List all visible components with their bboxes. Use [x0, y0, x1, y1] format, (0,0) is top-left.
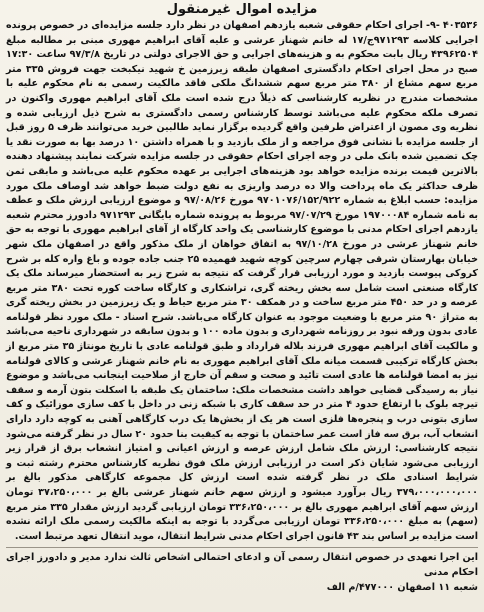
- divider: [6, 547, 478, 548]
- notice-body-continued: این اجرا تعهدی در خصوص انتقال رسمی آن و ادعای احتمالی اشخاص ثالث ندارد مدیر و دادورز اجرای احکام مدنی: [6, 552, 478, 578]
- notice-title: مزایده اموال غیرمنقول: [166, 2, 318, 17]
- notice-body: ۴۰۳۵۳۶ -۹- اجرای احکام حقوقی شعبه یازدهم اصفهان در نظر دارد جلسه مزایده‌ای در خصوص پرونده اجرایی کلاسه ۹۷۱۲۹۳ج/۱۷ له خانم شهناز عرشی و علیه آقای ابراهیم مهوری مبنی بر مطالبه مبلغ ۴۳۹۶۲۵۰۴ ریال بابت محکوم به و هزینه‌های اجرایی و حق الاجرای دولتی در تاریخ ۹۷/۳/۸ ساعت ۱۷:۳۰ صبح در محل اجرای احکام دادگستری اصفهان طبقه زیرزمین خ شهید نیکبخت جهت فروش ۳۳۵ متر مربع سهم مشاع از ۳۸۰ متر مربع سهم ششدانگ ملکی فاقد مالکیت رسمی به نام محکوم علیه با مشخصات مندرج در نظریه کارشناسی که ذیلاً درج شده است ملک آقای ابراهیم مهوری واکنون در تصرف ملکه محکوم علیه می‌باشد توسط کارشناس رسمی دادگستری به شرح ذیل ارزیابی شده و نظریه وی مصون از اعتراض طرفین واقع گردیده برگزار نماید طالبین خرید می‌توانند ظرف ۵ روز قبل از جلسه مزایده با نشانی فوق مراجعه و از ملک بازدید و با همراه داشتن ۱۰ درصد بها به صورت نقد یا چک تضمین شده بانک ملی در وجه اجرای احکام حقوقی در جلسه مزایده شرکت نمایند پیشنهاد دهنده بالاترین قیمت برنده مزایده خواهد بود هزینه‌های اجرایی بر عهده محکوم علیه می‌باشد و مابقی ثمن ظرف حداکثر یک ماه پرداخت والا ده درصد واریزی به نفع دولت ضبط خواهد شد اوصاف ملک مورد مزایده: حسب ابلاغ به شماره ۹۷۰۱۰۷۶/۱۵۲/۹۲۲ مورخ ۹۷/۰۸/۲۶ و موضوع ارزیابی ارزش ملک و عطف به نامه شماره ۱۹۷۰۰۰۸۴ مورخ ۹۷/۰۷/۲۹ مربوط به پرونده شماره بایگانی ۹۷۱۲۹۳ دادورز محترم شعبه یازدهم اجرای احکام مدنی با موضوع کارشناسی یک واحد کارگاه از آقای ابراهیم مهوری با توجه به حق خانم شهناز عرشی در مورخ ۹۷/۱۰/۲۸ به اتفاق خواهان از ملک مذکور واقع در اصفهان ملک شهر خیابان بهارستان شرقی چهارم سرچین کوچه شهید فهمیده ۲۵ جنب جاده جوده و باغ واره کله بر شرح کروکی پیوست بازدید و مورد ارزیابی قرار گرفت که نتیجه به شرح زیر به استحضار میرساند ملک یک کارگاه صنعتی است شامل سه بخش ریخته گری، تراشکاری و کارگاه ساخت کوره تحت ۳۸۰ متر مربع عرصه و در حد ۴۵۰ متر مربع ساخت و در همکف ۳۰ متر مربع حیاط و یک زیرزمین در بخش ریخته گری به متراژ ۹۰ متر مربع با وضعیت موجود به عنوان کارگاه می‌باشد. شرح اسناد - ملک مورد نظر قولنامه عادی بدون ورقه نبود بر روزنامه شهرداری و بدون ماده ۱۰۰ و بدون سابقه در شهرداری ناحیه می‌باشد و مالکیت آقای ابراهیم مهوری فرزند بلاله قرارداد و طبق قولنامه عادی با تاریخ مونتاژ ۳۵ متر مربع از بخش کارگاه ترکیبی قسمت میانه ملک آقای ابراهیم مهوری به نام خانم شهناز عرشی و کالای قولنامه نیز به امضا قولنامه ها عادی است تائید و صحت و سقم آن خارج از صلاحیت اینجانب می‌باشد و موضوع نیاز به رسیدگی قضایی خواهد داشت مشخصات ملک: ساختمان یک طبقه با اسکلت بتون آرمه و سقف تیرچه بلوک با ارتفاع حدود ۴ متر در حد سقف کاری با شبکه زنی در داخل با کف سازی موزائیک و کف سازی بتونی درب و پنجره‌ها فلزی است هر یک از بخش‌ها یک درب کارگاهی آهنی به کوچه دارد دارای انشعاب آب، برق سه فاز است عمر ساختمان با توجه به کیفیت بنا حدود ۲۰ سال در نظر گرفته می‌شود نتیجه کارشناسی: ارزش ملک شامل ارزش عرصه و ارزش اعیانی و امتیاز انشعاب برق از قرار زیر ارزیابی می‌شود شایان ذکر است در ارزیابی ارزش ملک فوق نظریه کارشناس محترم رشته ثبت و شرایط اسنادی ملک در نظر گرفته شده است ارزش کل مجموعه کارگاهی مذکور بالغ بر ۳۷۹،۰۰۰،۰۰۰،۰۰۰ ریال برآورد میشود و ارزش سهم خانم شهناز عرشی بالغ بر ۳۷،۲۵۰،۰۰۰ تومان ارزش سهم آقای ابراهیم مهوری بالغ بر ۳۳۶،۲۵۰،۰۰۰ تومان ارزیابی گردید ارزش مقدار ۳۳۵ متر مربع (سهم) به مبلغ ۳۳۶،۲۵۰،۰۰۰ تومان ارزیابی می‌گردد با توجه به اینکه مالکیت رسمی ملک ارائه نشده است مزایده بر اساس بند ۴۳ قانون اجرای احکام مدنی شرایط انتقال، موید انتقال تعهد مرتبط است.: [6, 20, 479, 542]
- notice-signoff: شعبه ۱۱ اصفهان ۴۷۷۰۰۰/م الف: [326, 581, 478, 593]
